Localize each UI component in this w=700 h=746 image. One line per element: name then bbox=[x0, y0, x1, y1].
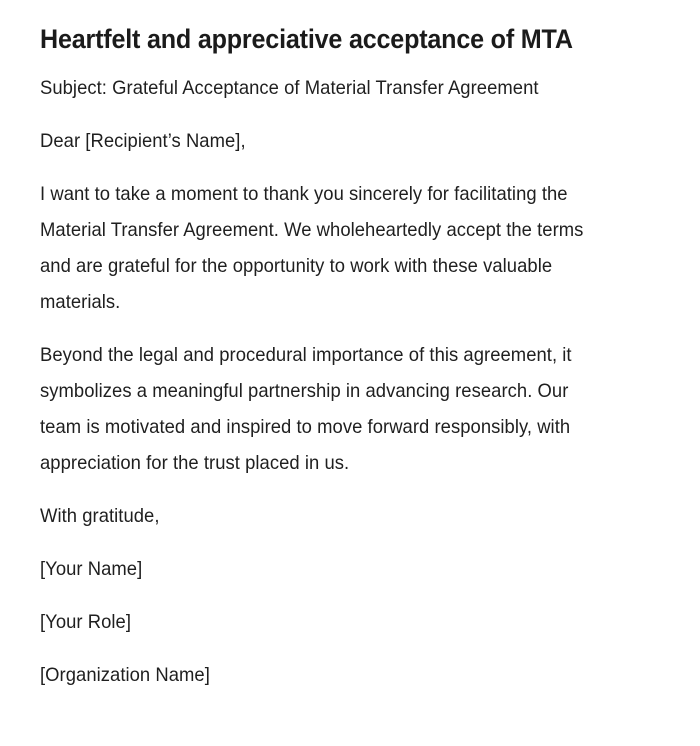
body-paragraph-1: I want to take a moment to thank you sincerely for facilitating the Material Transfer Agreement. We wholeheartedly accept the terms and are grateful for the opportunity to work with these valuable materials. bbox=[40, 183, 584, 313]
body-paragraph-2: Beyond the legal and procedural importance of this agreement, it symbolizes a meaningful partnership in advancing research. Our team is motivated and inspired to move forward responsibly, with appreciation for the trust placed in us. bbox=[40, 344, 572, 474]
page-title: Heartfelt and appreciative acceptance of MTA bbox=[40, 24, 573, 54]
signature-role: [Your Role] bbox=[40, 611, 132, 633]
signature-name: [Your Name] bbox=[40, 558, 143, 580]
subject-line: Subject: Grateful Acceptance of Material Transfer Agreement bbox=[40, 77, 539, 99]
letter-body bbox=[40, 70, 640, 693]
closing: With gratitude, bbox=[40, 505, 160, 527]
signature-organization: [Organization Name] bbox=[40, 664, 210, 686]
salutation: Dear [Recipient’s Name], bbox=[40, 130, 246, 152]
